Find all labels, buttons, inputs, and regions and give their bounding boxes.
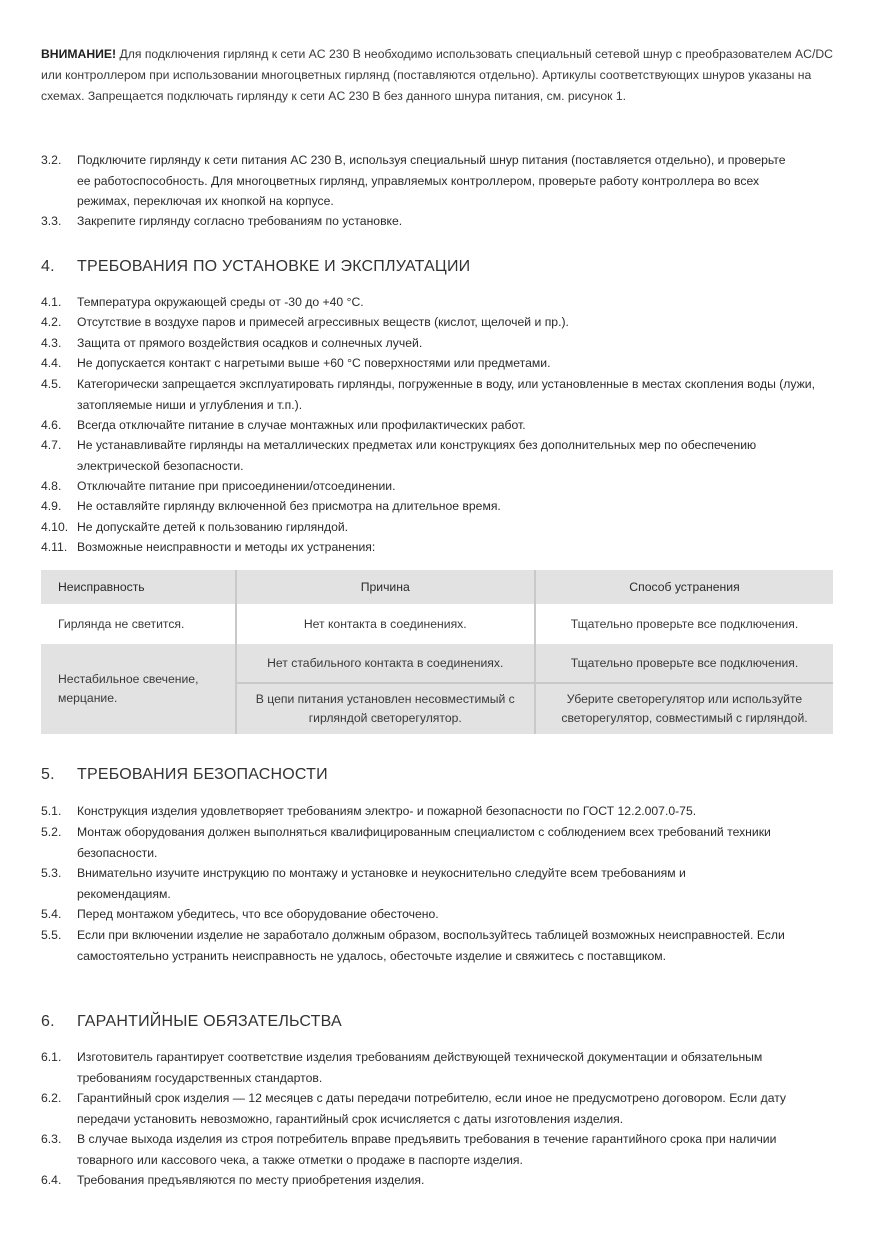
section-6-heading xyxy=(41,1013,342,1031)
list-item-4-5 xyxy=(41,374,841,415)
list-item-4-9 xyxy=(41,496,841,517)
list-item-4-8 xyxy=(41,476,841,497)
item-number: 5.3. xyxy=(41,866,62,880)
section-5-heading xyxy=(41,766,328,784)
item-text: Не оставляйте гирлянду включенной без присмотра на длительное время. xyxy=(77,499,501,513)
column-header-fault: Неисправность xyxy=(41,570,236,604)
list-item-4-3 xyxy=(41,333,841,354)
item-number: 4.6. xyxy=(41,418,62,432)
item-number: 4.11. xyxy=(41,540,68,554)
cause-cell xyxy=(236,683,536,734)
item-text: Конструкция изделия удовлетворяет требованиям электро- и пожарной безопасности по ГОСТ 12.2.007.0-75. xyxy=(77,804,697,818)
fix-cell xyxy=(535,683,833,734)
heading-number: 5. xyxy=(41,766,55,783)
warning-text: Для подключения гирлянд к сети AC 230 В необходимо использовать специальный сетевой шнур с преобразователем AC/DC или контроллером при использовании многоцветных гирлянд (поставляются отдельно). Артикулы соответствующих шнуров указаны на схемах. Запрещается подключать гирлянду к сети AC 230 В без данного шнура питания, см. рисунок 1. xyxy=(41,47,833,103)
cause-cell: Нет стабильного контакта в соединениях. xyxy=(236,644,536,683)
cause-cell: Нет контакта в соединениях. xyxy=(236,604,536,644)
item-text: Защита от прямого воздействия осадков и солнечных лучей. xyxy=(77,336,423,350)
faults-table xyxy=(41,570,833,734)
table-row xyxy=(41,644,833,683)
item-text: Отсутствие в воздухе паров и примесей агрессивных веществ (кислот, щелочей и пр.). xyxy=(77,315,569,329)
item-number: 5.4. xyxy=(41,907,62,921)
fault-text: Нестабильное свечение, мерцание. xyxy=(58,672,199,705)
list-item-5-1 xyxy=(41,801,841,822)
item-number: 4.1. xyxy=(41,295,62,309)
item-number: 6.2. xyxy=(41,1091,62,1105)
list-item-4-10 xyxy=(41,517,841,538)
list-item-3-3 xyxy=(41,211,841,232)
item-number: 3.2. xyxy=(41,153,62,167)
list-item-3-2 xyxy=(41,150,801,212)
item-number: 4.9. xyxy=(41,499,62,513)
heading-title: ГАРАНТИЙНЫЕ ОБЯЗАТЕЛЬСТВА xyxy=(77,1013,342,1030)
item-text: Не допускайте детей к пользованию гирляндой. xyxy=(77,520,349,534)
fault-cell: Гирлянда не светится. xyxy=(41,604,236,644)
item-text: Закрепите гирлянду согласно требованиям по установке. xyxy=(77,214,403,228)
item-text: Не допускается контакт с нагретыми выше +60 °C поверхностями или предметами. xyxy=(77,356,551,370)
item-text: Категорически запрещается эксплуатировать гирлянды, погруженные в воду, или установленные в местах скопления воды (лужи, затопляемые ниши и углубления и т.п.). xyxy=(77,377,815,412)
item-text: Отключайте питание при присоединении/отсоединении. xyxy=(77,479,396,493)
item-text: Если при включении изделие не заработало должным образом, воспользуйтесь таблицей возможных неисправностей. Если самостоятельно устранить неисправность не удалось, обесточьте изделие и свяжитесь с поставщиком. xyxy=(77,928,785,963)
column-header-fix: Способ устранения xyxy=(535,570,833,604)
list-item-6-3 xyxy=(41,1129,801,1170)
heading-title: ТРЕБОВАНИЯ ПО УСТАНОВКЕ И ЭКСПЛУАТАЦИИ xyxy=(77,258,471,275)
item-number: 4.7. xyxy=(41,438,62,452)
warning-paragraph xyxy=(41,44,841,107)
heading-title: ТРЕБОВАНИЯ БЕЗОПАСНОСТИ xyxy=(77,766,328,783)
item-number: 5.2. xyxy=(41,825,62,839)
item-text: Не устанавливайте гирлянды на металлических предметах или конструкциях без дополнительных мер по обеспечению электрической безопасности. xyxy=(77,438,757,473)
list-item-4-6 xyxy=(41,415,841,436)
table-header-row xyxy=(41,570,833,604)
item-number: 3.3. xyxy=(41,214,62,228)
list-item-4-7 xyxy=(41,435,761,476)
item-number: 6.3. xyxy=(41,1132,62,1146)
list-item-4-11 xyxy=(41,537,841,558)
item-text: Требования предъявляются по месту приобретения изделия. xyxy=(77,1173,425,1187)
column-header-cause: Причина xyxy=(236,570,536,604)
item-number: 4.3. xyxy=(41,336,62,350)
list-item-4-1 xyxy=(41,292,841,313)
fix-cell: Тщательно проверьте все подключения. xyxy=(535,604,833,644)
list-item-6-4 xyxy=(41,1170,841,1191)
item-text: Всегда отключайте питание в случае монтажных или профилактических работ. xyxy=(77,418,526,432)
item-number: 6.1. xyxy=(41,1050,62,1064)
item-text: Гарантийный срок изделия — 12 месяцев с даты передачи потребителю, если иное не предусмотрено договором. Если дату передачи установить невозможно, гарантийный срок исчисляется с даты изготовления изделия. xyxy=(77,1091,787,1126)
list-item-5-5 xyxy=(41,925,801,966)
item-number: 4.4. xyxy=(41,356,62,370)
item-number: 4.10. xyxy=(41,520,69,534)
item-text: Изготовитель гарантирует соответствие изделия требованиям действующей технической документации и обязательным требованиям государственных стандартов. xyxy=(77,1050,763,1085)
item-number: 6.4. xyxy=(41,1173,62,1187)
cause-text: В цепи питания установлен несовместимый с гирляндой светорегулятор. xyxy=(255,692,515,725)
list-item-6-1 xyxy=(41,1047,771,1088)
heading-number: 4. xyxy=(41,258,55,275)
list-item-5-3 xyxy=(41,863,771,904)
item-number: 5.1. xyxy=(41,804,62,818)
fix-text: Уберите светорегулятор или используйте светорегулятор, совместимый с гирляндой. xyxy=(561,692,808,725)
item-text: Перед монтажом убедитесь, что все оборудование обесточено. xyxy=(77,907,439,921)
fix-cell: Тщательно проверьте все подключения. xyxy=(535,644,833,683)
item-text: Внимательно изучите инструкцию по монтажу и установке и неукоснительно следуйте всем требованиям и рекомендациям. xyxy=(77,866,686,901)
item-number: 5.5. xyxy=(41,928,62,942)
item-text: Подключите гирлянду к сети питания AC 230 В, используя специальный шнур питания (поставляется отдельно), и проверьте ее работоспособность. Для многоцветных гирлянд, управляемых контроллером, проверьте работу контроллера во всех режимах, переключая их кнопкой на корпусе. xyxy=(77,153,786,209)
fault-cell xyxy=(41,644,236,734)
list-item-5-2 xyxy=(41,822,841,863)
item-text: Возможные неисправности и методы их устранения: xyxy=(77,540,376,554)
table-row xyxy=(41,604,833,644)
item-text: Температура окружающей среды от -30 до +40 °C. xyxy=(77,295,364,309)
heading-number: 6. xyxy=(41,1013,55,1030)
item-text: В случае выхода изделия из строя потребитель вправе предъявить требования в течение гарантийного срока при наличии товарного или кассового чека, а также отметки о продаже в паспорте изделия. xyxy=(77,1132,777,1167)
item-number: 4.5. xyxy=(41,377,62,391)
item-number: 4.8. xyxy=(41,479,62,493)
warning-label: ВНИМАНИЕ! xyxy=(41,47,117,61)
item-number: 4.2. xyxy=(41,315,62,329)
list-item-5-4 xyxy=(41,904,841,925)
list-item-4-2 xyxy=(41,312,841,333)
list-item-4-4 xyxy=(41,353,841,374)
list-item-6-2 xyxy=(41,1088,821,1129)
item-text: Монтаж оборудования должен выполняться квалифицированным специалистом с соблюдением всех требований техники безопасности. xyxy=(77,825,771,860)
section-4-heading xyxy=(41,258,470,276)
